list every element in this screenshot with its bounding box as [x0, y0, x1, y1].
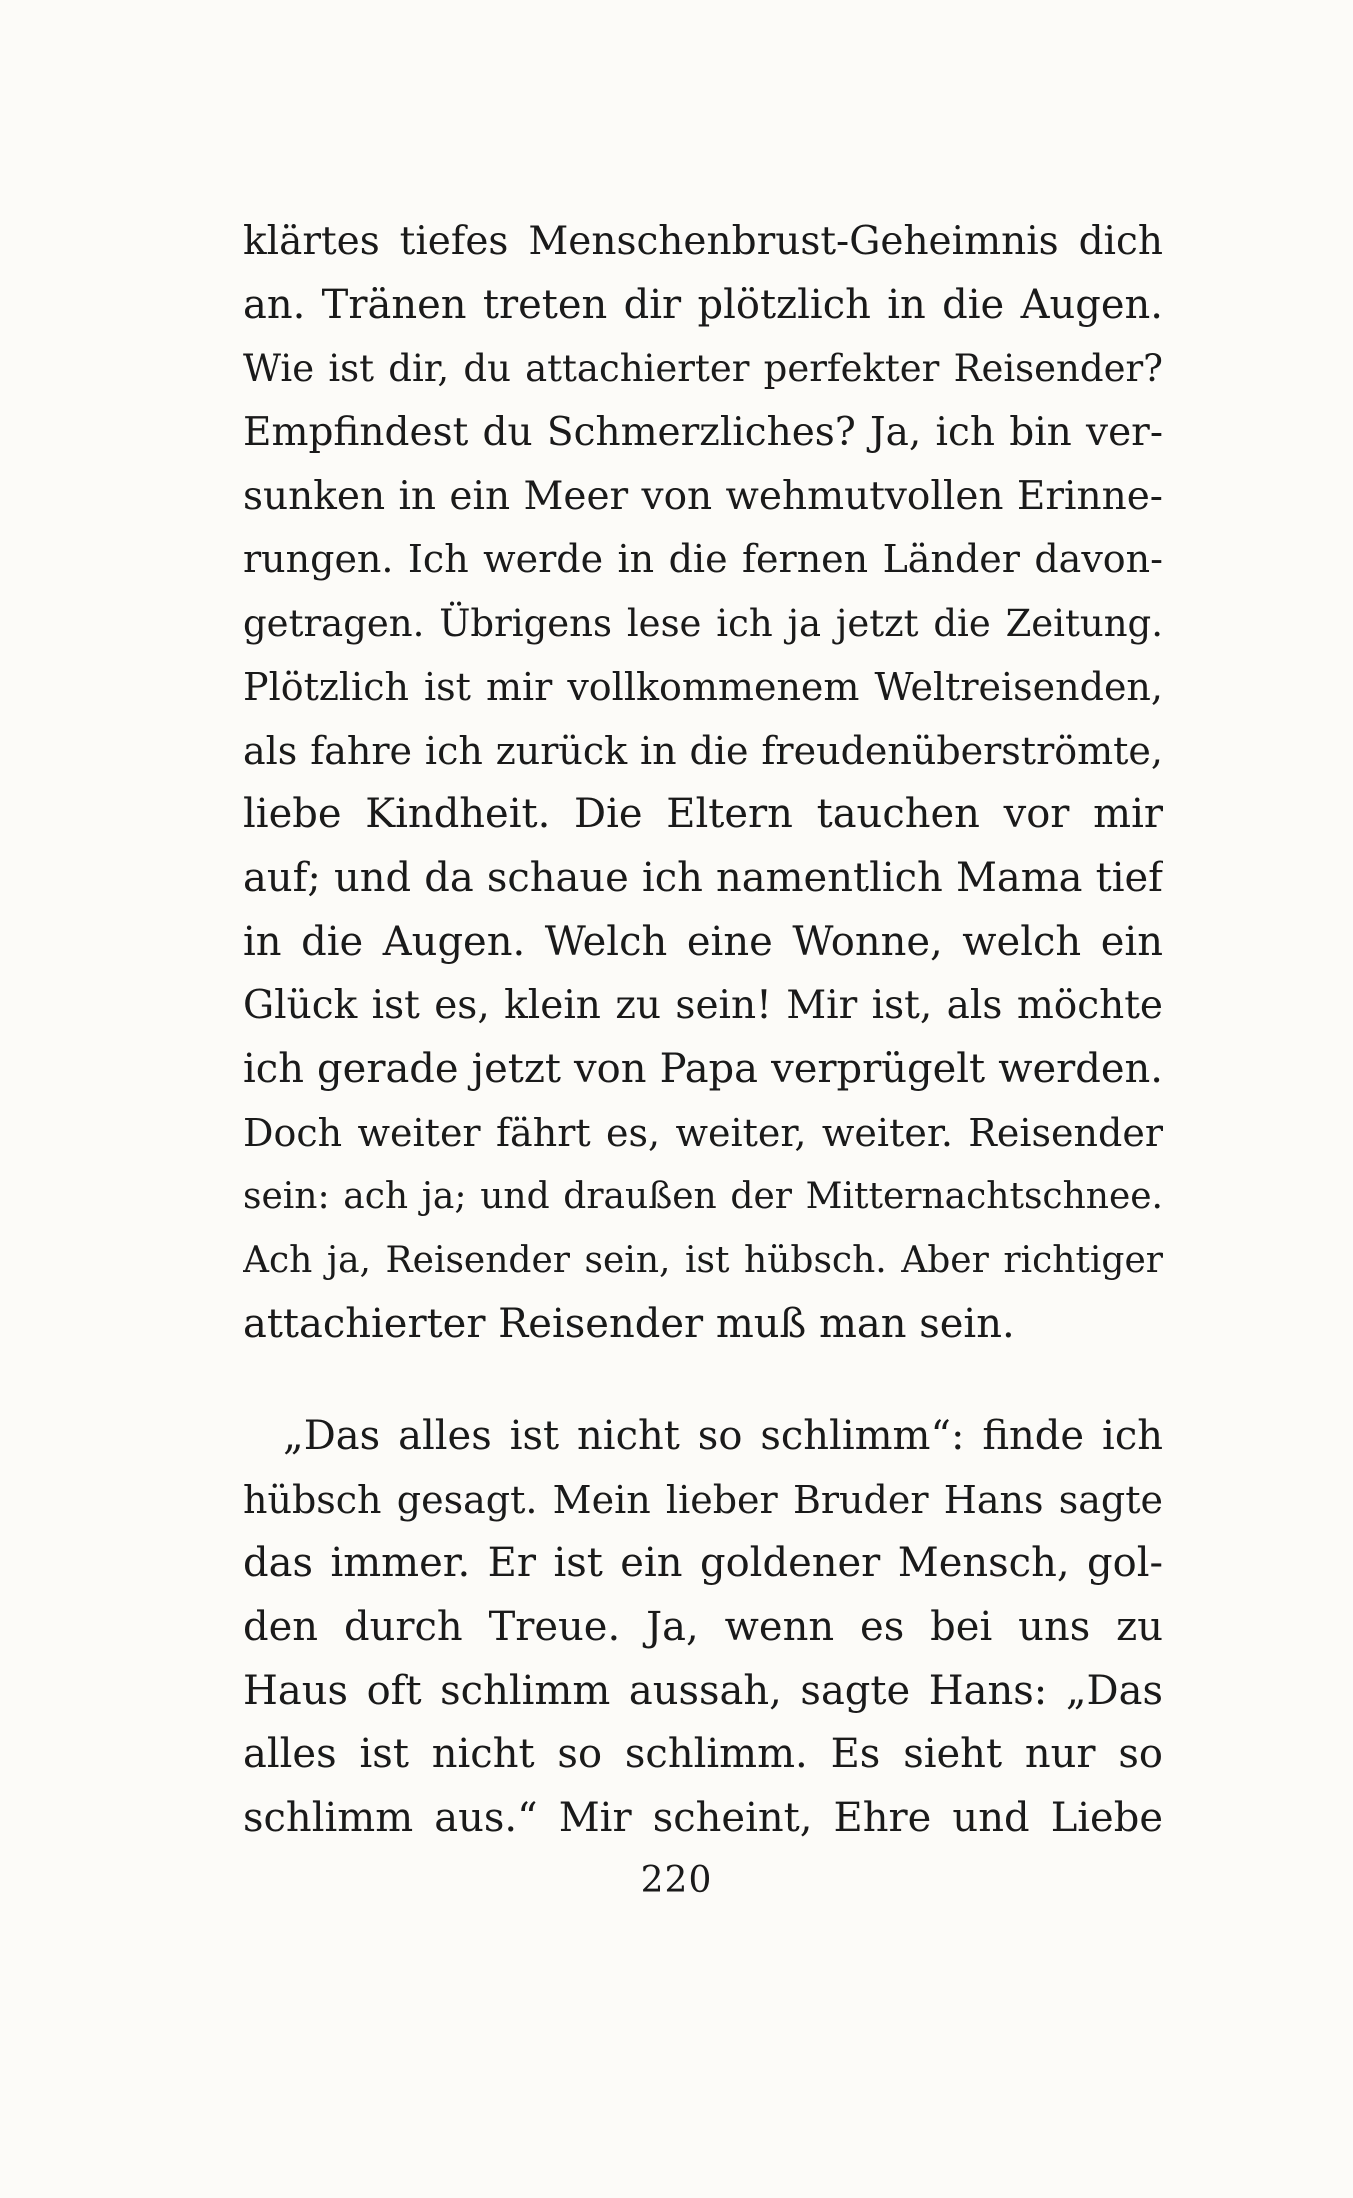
text-line: Ach ja, Reisender sein, ist hübsch. Aber richtiger: [243, 1240, 1163, 1281]
text-line: attachierter Reisender muß man sein.: [243, 1300, 1015, 1347]
text-line: liebe Kindheit. Die Eltern tauchen vor mir: [243, 791, 1163, 838]
text-line: in die Augen. Welch eine Wonne, welch ein: [243, 918, 1163, 965]
paragraph-2: [243, 1405, 1163, 1851]
text-line: als fahre ich zurück in die freudenüberströmte,: [243, 728, 1163, 773]
text-line: Plötzlich ist mir vollkommenem Weltreisenden,: [243, 664, 1163, 709]
text-line: Empfindest du Schmerzliches? Ja, ich bin ver-: [243, 410, 1163, 456]
page-number: 220: [640, 1860, 713, 1901]
text-line: Wie ist dir, du attachierter perfekter Reisender?: [243, 347, 1163, 391]
text-line: an. Tränen treten dir plötzlich in die Augen.: [243, 281, 1163, 328]
text-line: klärtes tiefes Menschenbrust-Geheimnis dich: [243, 219, 1163, 264]
text-line: auf; und da schaue ich namentlich Mama tief: [243, 854, 1163, 901]
text-line: alles ist nicht so schlimm. Es sieht nur so: [243, 1731, 1163, 1778]
text-line: Doch weiter fährt es, weiter, weiter. Reisender: [243, 1110, 1163, 1155]
text-line: hübsch gesagt. Mein lieber Bruder Hans sagte: [243, 1477, 1163, 1522]
text-line: sunken in ein Meer von wehmutvollen Erinne-: [243, 473, 1163, 519]
text-line: den durch Treue. Ja, wenn es bei uns zu: [243, 1604, 1163, 1651]
text-line: schlimm aus.“ Mir scheint, Ehre und Liebe: [243, 1795, 1163, 1842]
paragraph-1: [243, 210, 1163, 1356]
text-line: ich gerade jetzt von Papa verprügelt werden.: [243, 1045, 1163, 1092]
text-line: getragen. Übrigens lese ich ja jetzt die Zeitung.: [243, 602, 1163, 646]
text-line: rungen. Ich werde in die fernen Länder davon-: [243, 537, 1163, 582]
text-line: sein: ach ja; und draußen der Mitternachtschnee.: [243, 1176, 1163, 1218]
text-line: das immer. Er ist ein goldener Mensch, gol-: [243, 1540, 1163, 1587]
text-line: Glück ist es, klein zu sein! Mir ist, als möchte: [243, 983, 1163, 1029]
text-line: Haus oft schlimm aussah, sagte Hans: „Das: [243, 1667, 1163, 1714]
text-line: „Das alles ist nicht so schlimm“: finde ich: [283, 1413, 1163, 1459]
